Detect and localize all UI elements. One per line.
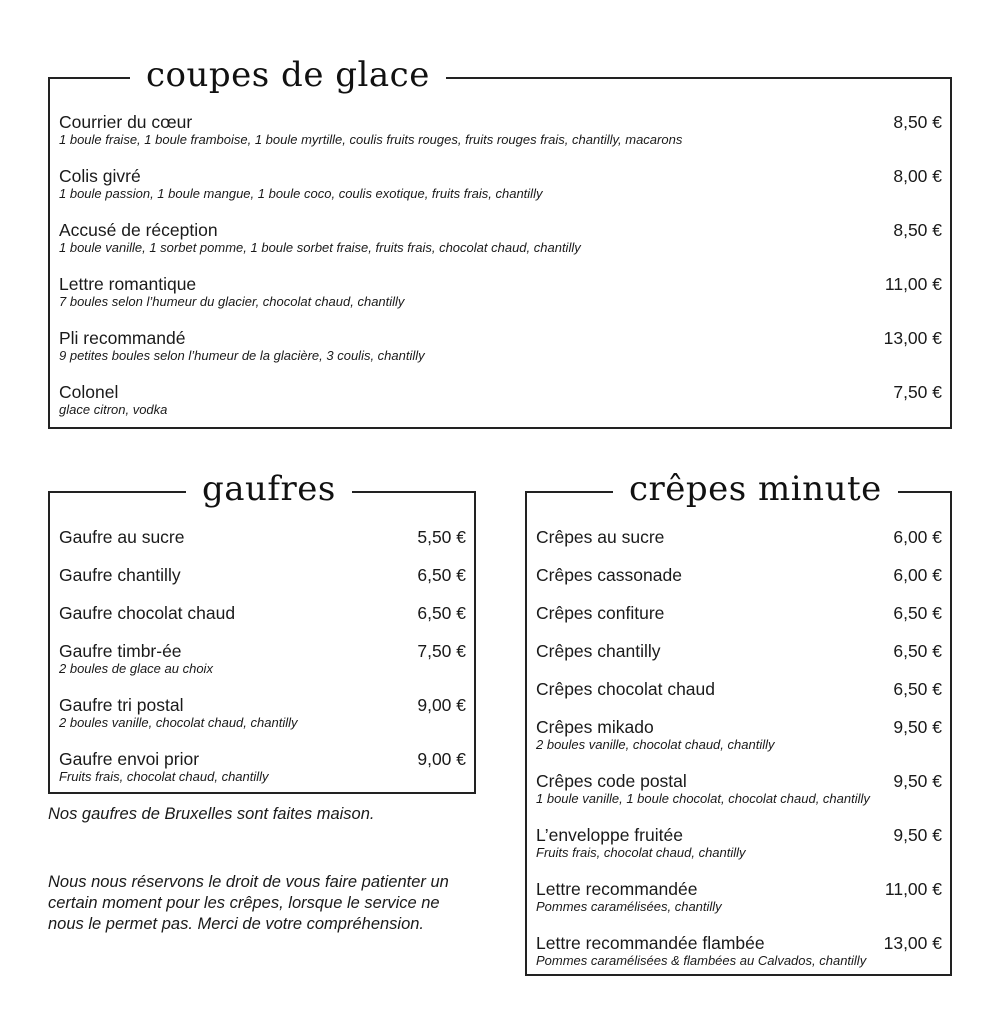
coupes-de-glace-section (48, 55, 952, 429)
item-name: L’enveloppe fruitée (536, 825, 683, 845)
item-price: 6,00 € (893, 565, 942, 585)
menu-item (59, 603, 466, 641)
item-name: Gaufre tri postal (59, 695, 184, 715)
item-price: 9,00 € (417, 749, 466, 769)
item-price: 9,50 € (893, 771, 942, 791)
item-price: 6,50 € (417, 603, 466, 623)
item-price: 9,00 € (417, 695, 466, 715)
item-description: Pommes caramélisées & flambées au Calvados, chantilly (536, 953, 867, 968)
menu-item (536, 679, 942, 717)
item-name: Colis givré (59, 166, 141, 186)
section-title: gaufres (186, 467, 352, 511)
item-name: Courrier du cœur (59, 112, 193, 132)
menu-item (59, 220, 942, 274)
crepes-section (525, 469, 952, 976)
menu-item (536, 933, 942, 987)
coupes-list (59, 112, 942, 436)
item-name: Lettre recommandée flambée (536, 933, 765, 953)
gaufres-list (59, 527, 466, 803)
item-description: Fruits frais, chocolat chaud, chantilly (59, 769, 269, 784)
item-name: Gaufre chocolat chaud (59, 603, 236, 623)
item-description: 2 boules vanille, chocolat chaud, chantilly (59, 715, 298, 730)
item-name: Crêpes chocolat chaud (536, 679, 715, 699)
item-name: Gaufre timbr-ée (59, 641, 182, 661)
section-title: coupes de glace (130, 53, 446, 97)
menu-item (59, 382, 942, 436)
item-name: Crêpes chantilly (536, 641, 661, 661)
item-description: Pommes caramélisées, chantilly (536, 899, 722, 914)
menu-item (59, 328, 942, 382)
menu-item (536, 565, 942, 603)
item-price: 13,00 € (883, 933, 942, 953)
item-description: 7 boules selon l’humeur du glacier, chocolat chaud, chantilly (59, 294, 405, 309)
item-name: Pli recommandé (59, 328, 186, 348)
menu-item (536, 527, 942, 565)
item-price: 8,50 € (893, 112, 942, 132)
item-name: Crêpes au sucre (536, 527, 665, 547)
menu-item (59, 565, 466, 603)
menu-item (59, 166, 942, 220)
item-description: 1 boule vanille, 1 sorbet pomme, 1 boule sorbet fraise, fruits frais, chocolat chaud, chantilly (59, 240, 581, 255)
menu-item (59, 695, 466, 749)
crepes-list (536, 527, 942, 987)
item-price: 6,50 € (893, 641, 942, 661)
item-price: 6,50 € (893, 603, 942, 623)
menu-item (536, 825, 942, 879)
item-price: 6,00 € (893, 527, 942, 547)
item-price: 8,00 € (893, 166, 942, 186)
item-price: 9,50 € (893, 825, 942, 845)
item-name: Lettre recommandée (536, 879, 698, 899)
gaufres-section (48, 469, 476, 794)
item-name: Gaufre au sucre (59, 527, 185, 547)
menu-item (536, 641, 942, 679)
gaufres-note: Nos gaufres de Bruxelles sont faites maison. (48, 805, 375, 823)
item-description: 1 boule vanille, 1 boule chocolat, chocolat chaud, chantilly (536, 791, 870, 806)
menu-item (536, 771, 942, 825)
item-description: 2 boules vanille, chocolat chaud, chantilly (536, 737, 775, 752)
item-description: 1 boule passion, 1 boule mangue, 1 boule coco, coulis exotique, fruits frais, chantilly (59, 186, 543, 201)
item-description: 1 boule fraise, 1 boule framboise, 1 boule myrtille, coulis fruits rouges, fruits rouges frais, chantilly, macarons (59, 132, 683, 147)
item-name: Accusé de réception (59, 220, 218, 240)
item-price: 7,50 € (893, 382, 942, 402)
item-price: 11,00 € (884, 879, 942, 899)
item-price: 5,50 € (417, 527, 466, 547)
menu-item (59, 749, 466, 803)
item-name: Crêpes cassonade (536, 565, 682, 585)
menu-item (536, 603, 942, 641)
item-description: glace citron, vodka (59, 402, 168, 417)
item-name: Crêpes confiture (536, 603, 665, 623)
service-note: Nous nous réservons le droit de vous faire patienter un certain moment pour les crêpes, lorsque le service ne nous le permet pas. Merci de votre compréhension. (48, 873, 449, 933)
item-description: Fruits frais, chocolat chaud, chantilly (536, 845, 746, 860)
menu-item (59, 274, 942, 328)
item-description: 2 boules de glace au choix (59, 661, 213, 676)
item-name: Gaufre envoi prior (59, 749, 200, 769)
item-name: Crêpes mikado (536, 717, 654, 737)
item-price: 7,50 € (417, 641, 466, 661)
item-price: 6,50 € (417, 565, 466, 585)
item-name: Colonel (59, 382, 119, 402)
item-price: 9,50 € (893, 717, 942, 737)
menu-item (536, 717, 942, 771)
menu-item (59, 112, 942, 166)
item-price: 6,50 € (893, 679, 942, 699)
item-name: Lettre romantique (59, 274, 197, 294)
item-name: Gaufre chantilly (59, 565, 181, 585)
item-price: 11,00 € (884, 274, 942, 294)
menu-item (59, 527, 466, 565)
menu-item (59, 641, 466, 695)
section-title: crêpes minute (613, 467, 898, 511)
item-description: 9 petites boules selon l’humeur de la glacière, 3 coulis, chantilly (59, 348, 425, 363)
item-price: 8,50 € (893, 220, 942, 240)
item-price: 13,00 € (883, 328, 942, 348)
item-name: Crêpes code postal (536, 771, 687, 791)
menu-item (536, 879, 942, 933)
